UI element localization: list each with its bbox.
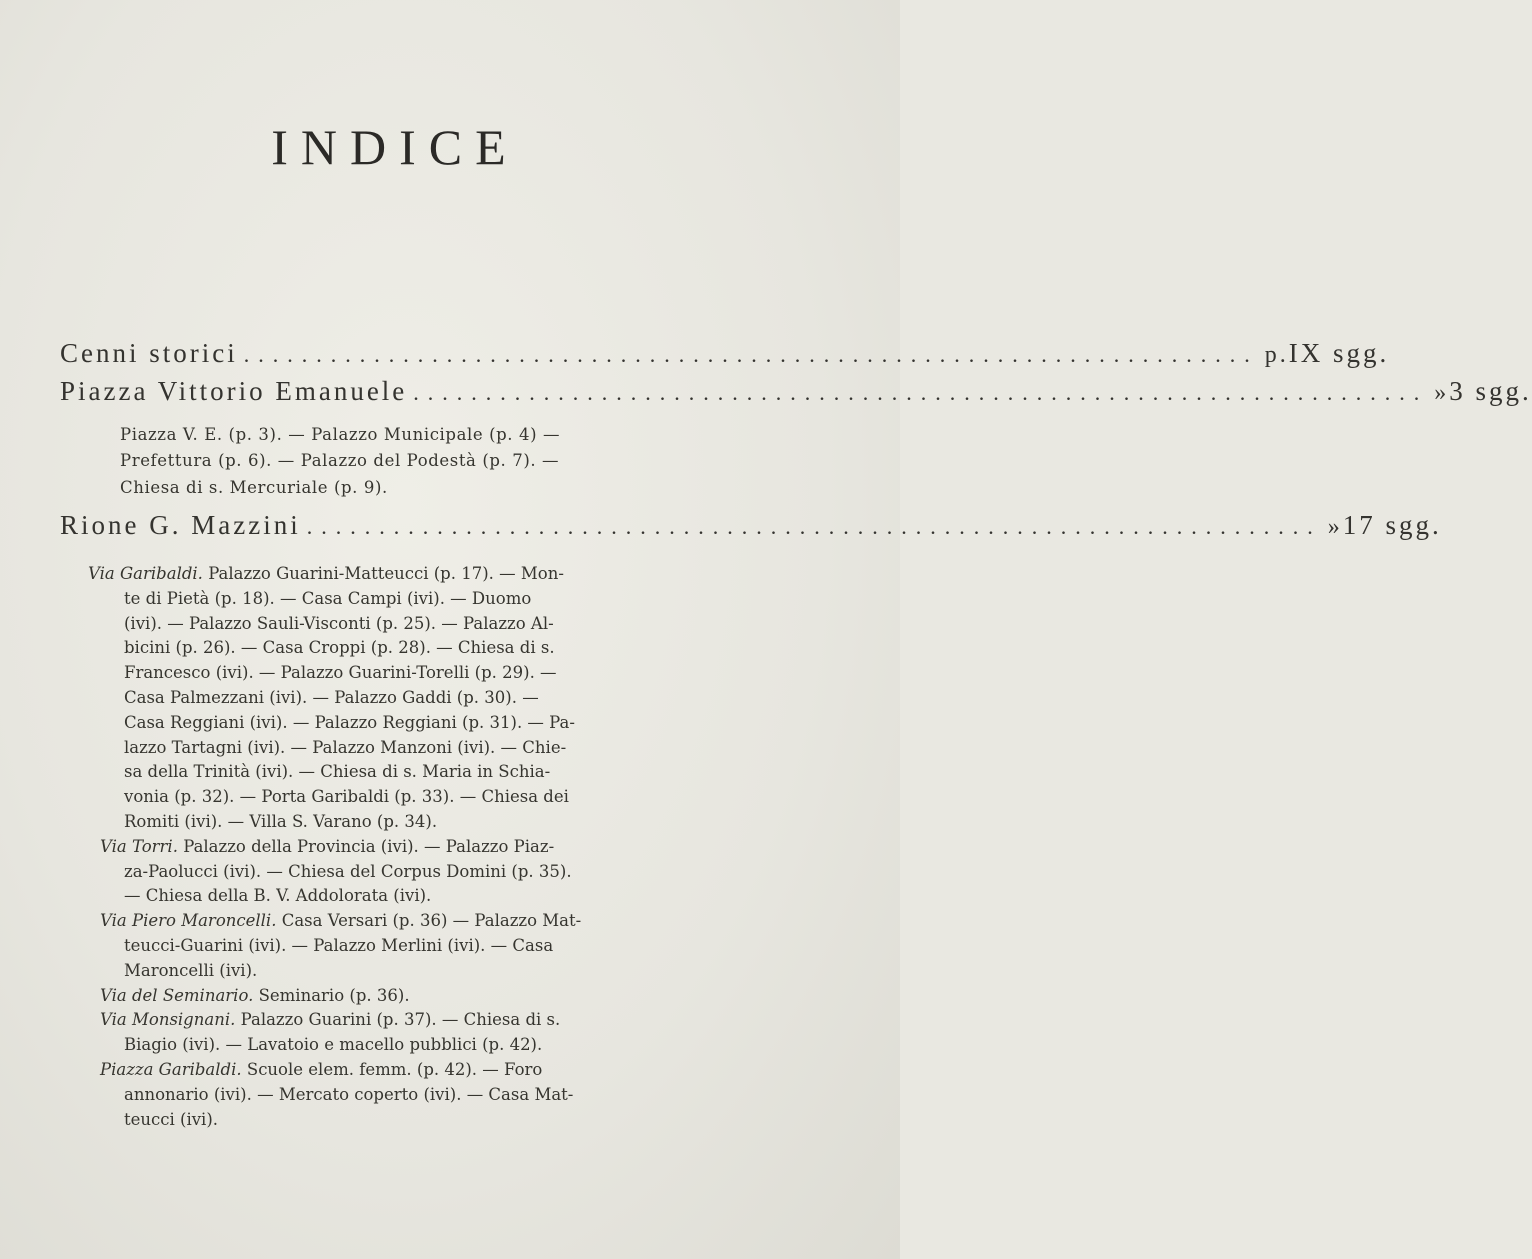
- detail-line: Casa Reggiani (ivi). — Palazzo Reggiani (p. 31). — Pa-: [124, 712, 575, 732]
- entry-label: Piazza Vittorio Emanuele: [60, 376, 408, 406]
- entry-page: IX sgg.: [1288, 338, 1390, 368]
- street-name: Piazza Garibaldi.: [100, 1059, 242, 1079]
- detail-line: Palazzo Guarini-Matteucci (p. 17). — Mon-: [208, 564, 564, 583]
- toc-entry-piazza-vittorio-emanuele: [60, 376, 1532, 407]
- detail-line: Palazzo della Provincia (ivi). — Palazzo Piaz-: [183, 836, 555, 856]
- detail-line: Prefettura (p. 6). — Palazzo del Podestà (p. 7). —: [120, 451, 560, 471]
- detail-line: Maroncelli (ivi).: [124, 960, 258, 980]
- page-title: INDICE: [271, 119, 519, 175]
- piazza-detail-paragraph: [120, 422, 640, 501]
- detail-line: Biagio (ivi). — Lavatoio e macello pubblici (p. 42).: [124, 1035, 543, 1055]
- detail-line: (ivi). — Palazzo Sauli-Visconti (p. 25). — Palazzo Al-: [124, 613, 554, 633]
- street-name: Via Monsignani.: [100, 1010, 236, 1030]
- entry-label: Cenni storici: [60, 338, 238, 368]
- toc-entry-cenni-storici: [60, 338, 1390, 369]
- detail-line: vonia (p. 32). — Porta Garibaldi (p. 33). — Chiesa dei: [124, 787, 569, 807]
- detail-line: Francesco (ivi). — Palazzo Guarini-Torelli (p. 29). —: [124, 663, 557, 683]
- entry-page: 17 sgg.: [1342, 510, 1442, 540]
- detail-line: za-Paolucci (ivi). — Chiesa del Corpus Domini (p. 35).: [124, 861, 572, 881]
- detail-line: sa della Trinità (ivi). — Chiesa di s. Maria in Schia-: [124, 762, 551, 782]
- detail-line: bicini (p. 26). — Casa Croppi (p. 28). — Chiesa di s.: [124, 638, 555, 658]
- detail-line: teucci-Guarini (ivi). — Palazzo Merlini (ivi). — Casa: [124, 935, 554, 955]
- street-name: Via Piero Maroncelli.: [100, 911, 277, 931]
- rione-detail-list: [88, 562, 633, 1132]
- toc-entry-rione-mazzini: [60, 510, 1442, 541]
- street-via-monsignani: [88, 1008, 633, 1058]
- street-via-seminario: [88, 984, 633, 1009]
- leader-dots: ......................................................................: [306, 514, 1322, 539]
- leader-dots: ......................................................................: [243, 342, 1259, 367]
- detail-line: lazzo Tartagni (ivi). — Palazzo Manzoni (ivi). — Chie-: [124, 737, 567, 757]
- detail-line: teucci (ivi).: [124, 1109, 219, 1129]
- detail-line: Chiesa di s. Mercuriale (p. 9).: [120, 477, 388, 497]
- street-piazza-garibaldi: [88, 1058, 633, 1132]
- entry-label: Rione G. Mazzini: [60, 510, 301, 540]
- page-prefix: p.: [1264, 342, 1289, 368]
- street-via-torri: [88, 835, 633, 909]
- detail-line: te di Pietà (p. 18). — Casa Campi (ivi). — Duomo: [124, 588, 532, 608]
- leader-dots: ......................................................................: [413, 380, 1429, 405]
- detail-line: Scuole elem. femm. (p. 42). — Foro: [246, 1059, 543, 1079]
- street-name: Via Garibaldi.: [88, 564, 203, 583]
- detail-line: Romiti (ivi). — Villa S. Varano (p. 34).: [124, 811, 438, 831]
- ditto-mark: »: [1434, 380, 1450, 406]
- detail-line: Casa Versari (p. 36) — Palazzo Mat-: [281, 911, 582, 931]
- street-via-maroncelli: [88, 909, 633, 983]
- detail-line: Piazza V. E. (p. 3). — Palazzo Municipale (p. 4) —: [120, 425, 561, 444]
- street-via-garibaldi: [88, 562, 633, 835]
- ditto-mark: »: [1327, 514, 1343, 540]
- street-name: Via Torri.: [100, 836, 178, 856]
- entry-page: 3 sgg.: [1449, 376, 1532, 406]
- street-name: Via del Seminario.: [100, 985, 254, 1005]
- detail-line: Casa Palmezzani (ivi). — Palazzo Gaddi (p. 30). —: [124, 687, 539, 707]
- detail-line: Seminario (p. 36).: [258, 985, 410, 1005]
- detail-line: — Chiesa della B. V. Addolorata (ivi).: [124, 886, 432, 906]
- detail-line: Palazzo Guarini (p. 37). — Chiesa di s.: [240, 1010, 561, 1030]
- detail-line: annonario (ivi). — Mercato coperto (ivi). — Casa Mat-: [124, 1084, 574, 1104]
